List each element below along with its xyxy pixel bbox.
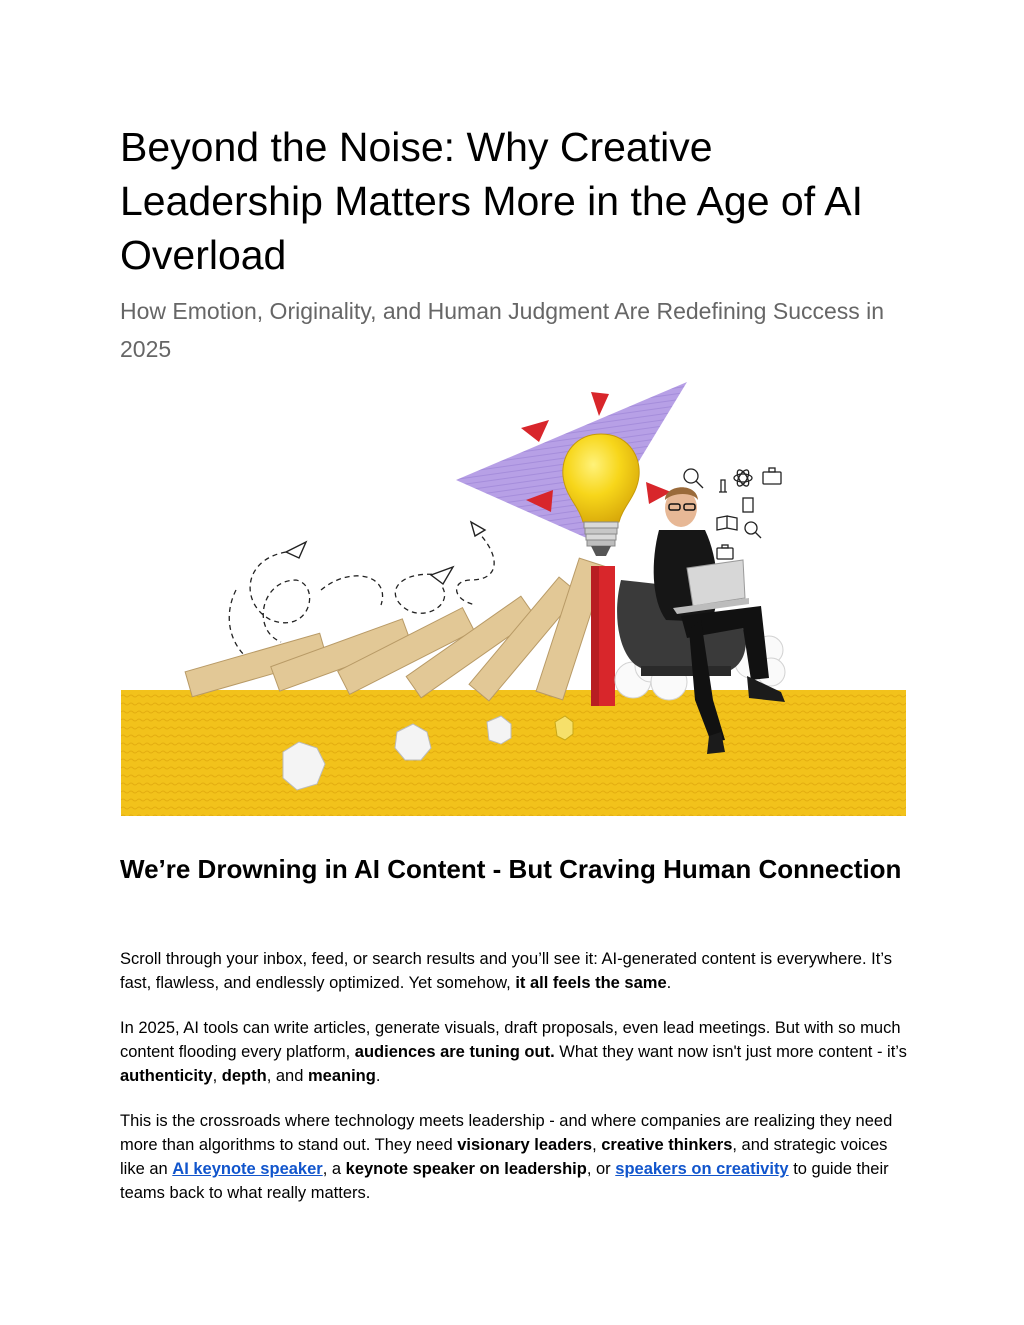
lightbulb-icon [563, 434, 639, 556]
paragraph-2-bold-4: meaning [308, 1067, 376, 1085]
paragraph-2-text-2: What they want now isn't just more content - it’s [554, 1043, 907, 1061]
magnifier-icon [684, 469, 703, 488]
paragraph-3 [120, 1109, 910, 1205]
paragraph-2-text-1: In 2025, AI tools can write articles, generate visuals, draft proposals, even lead meetings. But with so much content flooding every platform, [120, 1019, 901, 1061]
paragraph-3-text-2: , [592, 1136, 602, 1154]
atom-icon [734, 468, 752, 488]
paragraph-3-bold-1: visionary leaders [457, 1136, 593, 1154]
page-title: Beyond the Noise: Why Creative Leadership Matters More in the Age of AI Overload [120, 124, 863, 278]
paragraph-2 [120, 1016, 910, 1088]
briefcase-icon [763, 468, 781, 484]
paragraph-1-text-1: Scroll through your inbox, feed, or search results and you’ll see it: AI-generated content is everywhere. It’s fast, flawless, and endlessly optimized. Yet somehow, [120, 950, 892, 992]
paragraph-3-bold-3: keynote speaker on leadership [345, 1160, 587, 1178]
paragraph-3-text-5: , or [586, 1160, 616, 1178]
paper-plane-icon [286, 522, 485, 584]
paragraph-2-text-5: . [375, 1067, 381, 1085]
paragraph-3-text-1: This is the crossroads where technology meets leadership - and where companies are realizing they need more than algorithms to stand out. They need [120, 1112, 893, 1154]
paragraph-3-text-6: to guide their teams back to what really matters. [120, 1160, 889, 1202]
section-heading: We’re Drowning in AI Content - But Craving Human Connection [120, 854, 902, 884]
speakers-on-creativity-link[interactable]: speakers on creativity [615, 1160, 789, 1178]
paragraph-1-text-2: . [666, 974, 672, 992]
ai-keynote-speaker-link[interactable]: AI keynote speaker [172, 1160, 323, 1178]
paragraph-2-bold-3: depth [221, 1067, 267, 1085]
paragraph-2-text-4: , and [266, 1067, 308, 1085]
paragraph-2-bold-2: authenticity [120, 1067, 213, 1085]
red-pillar [591, 566, 615, 706]
search-doodle-icon [745, 522, 761, 538]
clipboard-icon [743, 498, 753, 512]
paragraph-3-bold-2: creative thinkers [601, 1136, 733, 1154]
chess-icon [719, 480, 727, 492]
hero-illustration [121, 380, 906, 816]
paragraph-2-bold-1: audiences are tuning out. [354, 1043, 555, 1061]
paragraph-3-text-4: , a [322, 1160, 346, 1178]
yellow-floor [121, 690, 906, 816]
small-briefcase-icon [717, 545, 733, 559]
book-icon [717, 516, 737, 530]
paragraph-3-text-3: , and strategic voices like an [120, 1136, 888, 1178]
paragraph-2-text-3: , [212, 1067, 222, 1085]
falling-dominoes [185, 558, 606, 701]
paragraph-1-bold-1: it all feels the same [515, 974, 667, 992]
page-subtitle: How Emotion, Originality, and Human Judgment Are Redefining Success in 2025 [120, 298, 885, 362]
paragraph-1 [120, 947, 910, 995]
